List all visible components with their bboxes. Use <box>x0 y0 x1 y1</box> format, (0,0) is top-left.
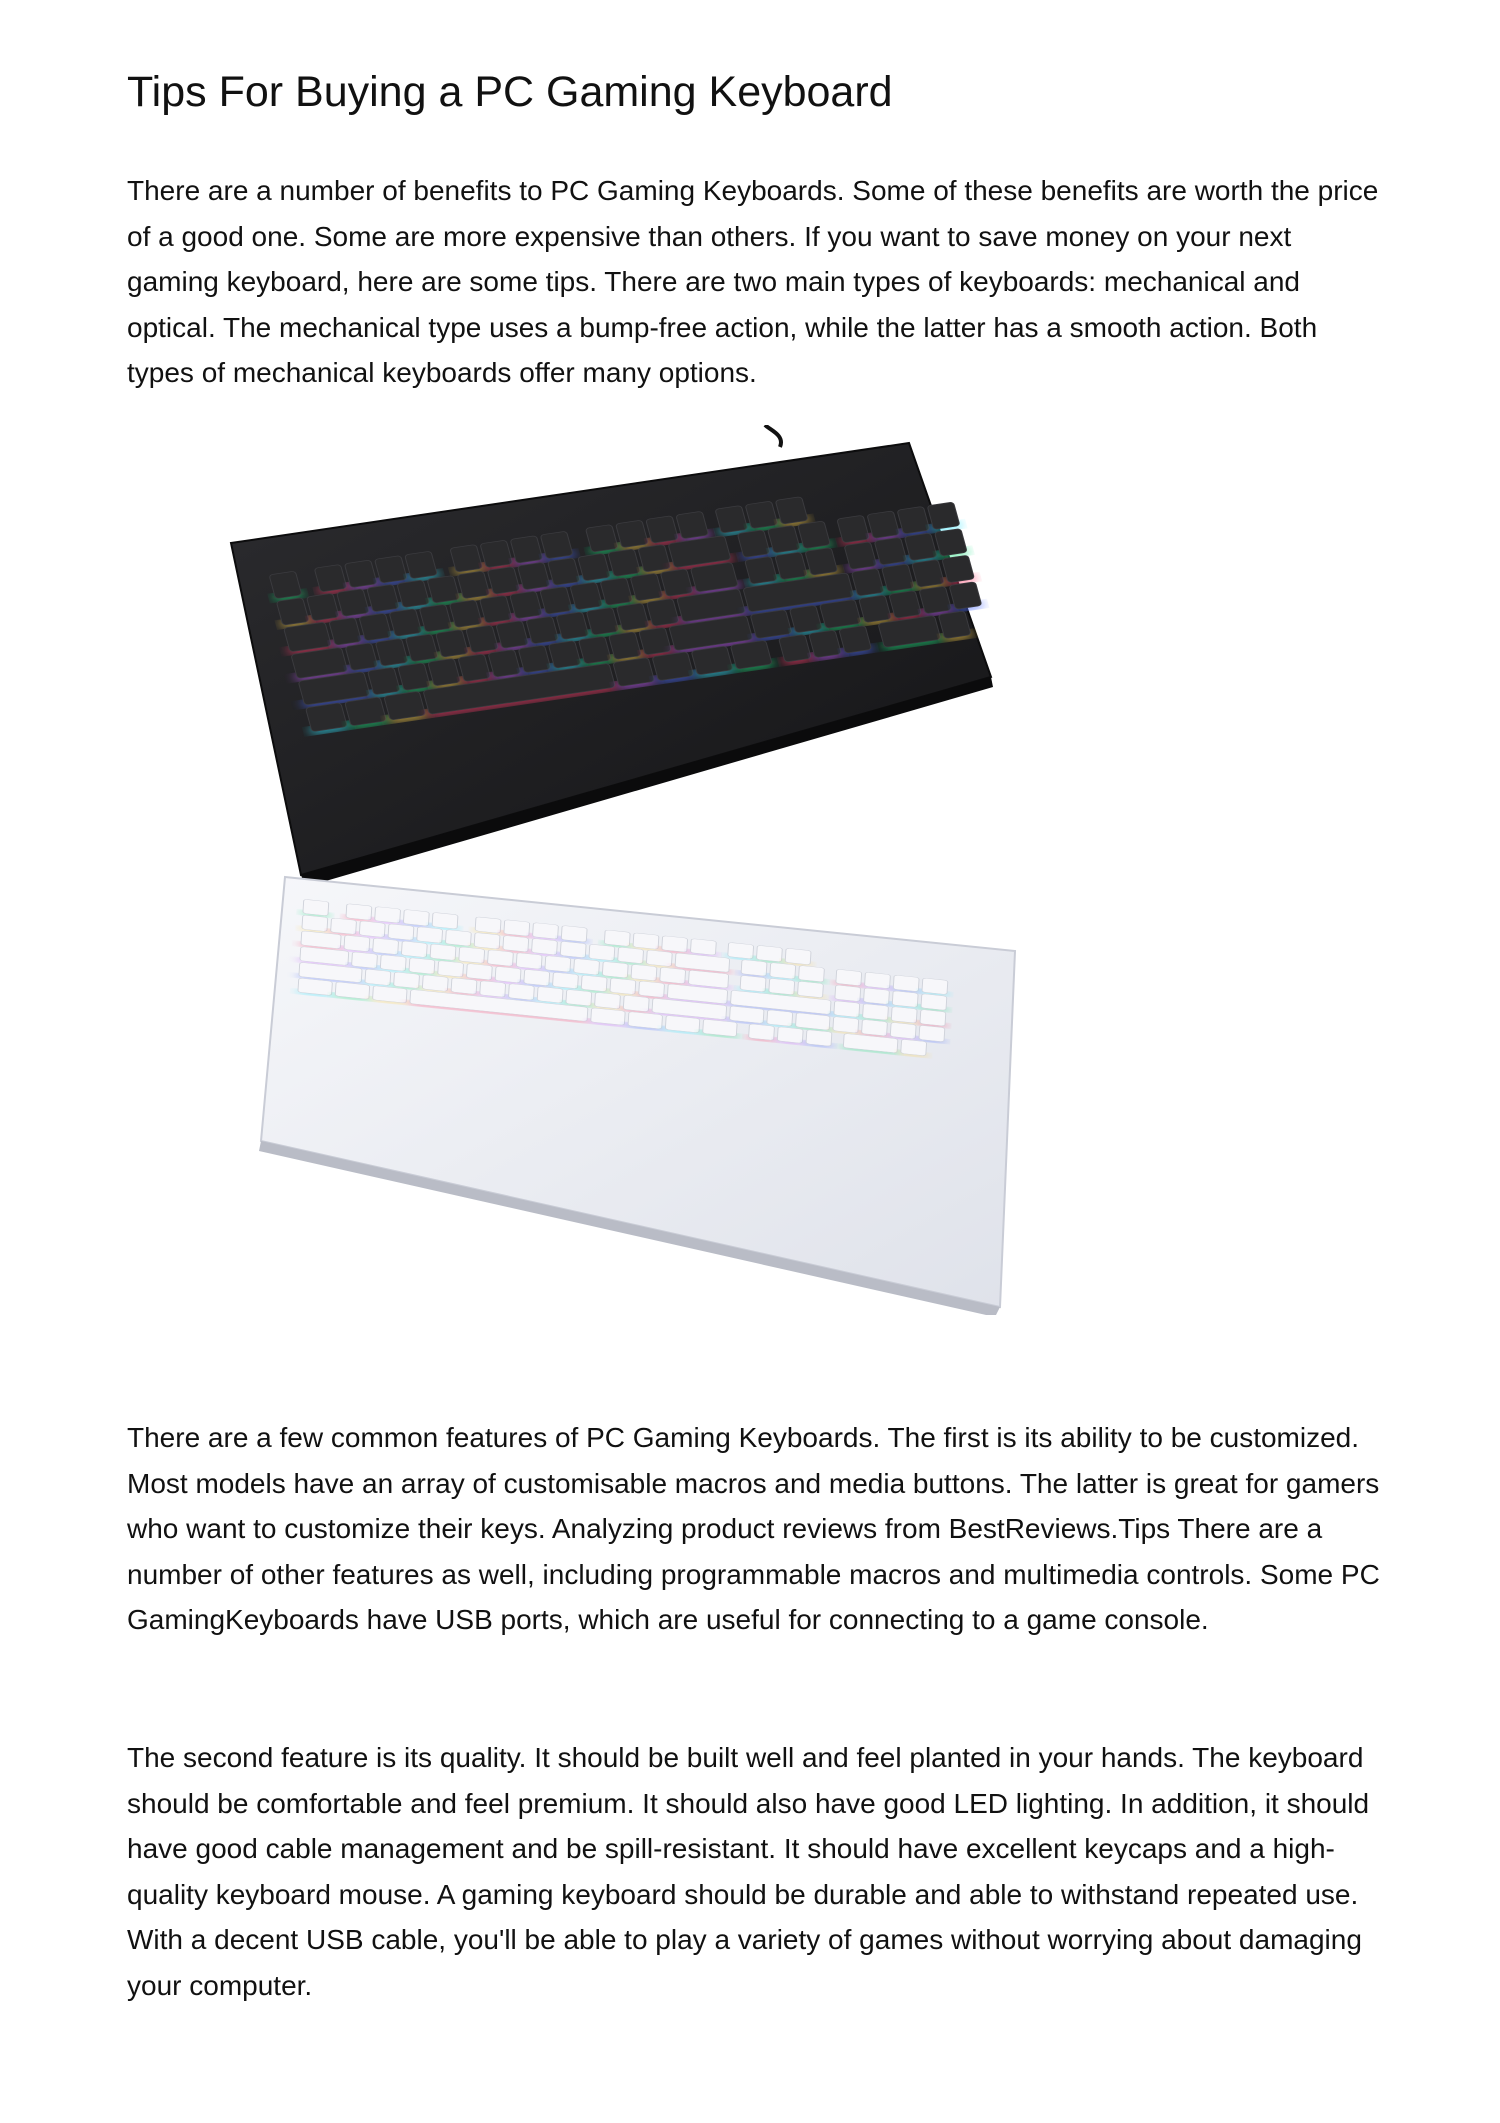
keycap <box>834 1001 860 1018</box>
keycap <box>302 915 328 932</box>
keycap <box>745 556 778 584</box>
keycap <box>479 595 512 623</box>
keycap <box>548 558 581 586</box>
keycap <box>574 958 600 975</box>
keycap <box>458 654 491 682</box>
keycap <box>345 643 378 671</box>
keycap <box>466 625 499 653</box>
keycap <box>394 972 420 989</box>
keycap <box>833 1016 859 1033</box>
keycap <box>384 691 426 720</box>
keycap <box>798 521 831 549</box>
keycap <box>556 612 589 640</box>
features-paragraph: There are a few common features of PC Gaming Keyboards. The first is its ability to be customized. Most models have an array of customisable macros and media buttons. The latter is great for gamers who want to customize their keys. Analyzing product reviews from BestReviews.Tips There are a number of other features as well, including programmable macros and multimedia controls. Some PC GamingKeyboards have USB ports, which are useful for connecting to a game console. <box>127 1422 1380 1635</box>
keycap <box>508 984 534 1001</box>
keycap <box>388 924 414 941</box>
keycap <box>540 587 573 615</box>
keycap <box>548 641 581 669</box>
keycap <box>367 584 400 612</box>
keycap <box>524 969 550 986</box>
keycap <box>457 571 490 599</box>
keycap <box>581 975 607 992</box>
keycap <box>480 981 506 998</box>
keycap <box>403 909 429 926</box>
keycap <box>901 1039 927 1056</box>
keycap <box>892 991 918 1008</box>
keycap <box>600 578 633 606</box>
keycap <box>874 537 907 565</box>
keycap <box>652 652 694 681</box>
keycap <box>660 569 693 597</box>
keycap <box>303 899 329 916</box>
keycap <box>890 1022 916 1039</box>
keycap <box>604 930 630 947</box>
white-keyboard <box>259 877 1015 1315</box>
keycap <box>305 703 347 732</box>
keycap <box>397 580 430 608</box>
keycap <box>756 945 782 962</box>
keycap <box>427 575 460 603</box>
keycap <box>389 609 422 637</box>
keycap <box>767 525 800 553</box>
keycap <box>728 942 754 959</box>
keycap <box>374 556 407 584</box>
keycap <box>609 632 642 660</box>
keycap <box>779 634 812 662</box>
keycap <box>365 969 391 986</box>
keycap <box>889 591 922 619</box>
keycap <box>566 989 592 1006</box>
keycap <box>450 544 483 572</box>
keycap <box>837 515 870 543</box>
keycap <box>737 530 770 558</box>
keycap <box>344 560 377 588</box>
keycap <box>618 947 644 964</box>
keycap <box>805 548 838 576</box>
keycap <box>867 511 900 539</box>
keycap <box>359 921 385 938</box>
keycap <box>920 1009 946 1026</box>
keycap <box>862 1019 888 1036</box>
keycap <box>613 658 655 687</box>
keycap <box>451 978 477 995</box>
keycap <box>715 505 748 533</box>
keycap <box>367 667 400 695</box>
keycap <box>631 964 657 981</box>
keycap <box>359 613 392 641</box>
keycap <box>806 1030 832 1047</box>
keycap <box>942 555 975 583</box>
keycap <box>749 1024 775 1041</box>
keycap <box>578 636 611 664</box>
keycap <box>616 603 649 631</box>
keycap <box>518 645 551 673</box>
keycap <box>799 965 825 982</box>
keycap <box>836 969 862 986</box>
keycap <box>934 529 967 557</box>
keycap <box>769 978 795 995</box>
keycap <box>789 605 822 633</box>
keycap <box>864 988 890 1005</box>
keycap <box>438 961 464 978</box>
keycap <box>798 981 824 998</box>
keycap <box>919 586 952 614</box>
keycap <box>949 582 982 610</box>
page-title: Tips For Buying a PC Gaming Keyboard <box>127 68 893 116</box>
keycap <box>927 502 960 530</box>
keycap <box>409 958 435 975</box>
keycap <box>616 520 649 548</box>
keycap <box>893 975 919 992</box>
keycap <box>449 600 482 628</box>
keycap <box>487 567 520 595</box>
keycap <box>401 941 427 958</box>
keycap <box>589 944 615 961</box>
keycap <box>432 912 458 929</box>
keycap <box>777 1027 803 1044</box>
keycap <box>662 936 688 953</box>
keycap <box>346 904 372 921</box>
keycap <box>517 562 550 590</box>
keycap <box>510 591 543 619</box>
keycap <box>532 938 558 955</box>
keycap <box>775 497 808 525</box>
keycap <box>586 607 619 635</box>
keycap <box>595 992 621 1009</box>
keycap <box>809 630 842 658</box>
keycap <box>561 925 587 942</box>
keycap <box>474 932 500 949</box>
intro-paragraph: There are a number of benefits to PC Gaming Keyboards. Some of these benefits are worth the price of a good one. Some are more expensive than others. If you want to save money on your next gaming keyboard, here are some tips. There are two main types of keyboards: mechanical and optical. The mechanical type uses a bump-free action, while the latter has a smooth action. Both types of mechanical keyboards offer many options. <box>127 175 1379 388</box>
keycap <box>459 947 485 964</box>
keycap <box>691 646 733 675</box>
black-keyboard <box>231 425 993 887</box>
keycap <box>638 544 671 572</box>
keycap <box>475 917 501 934</box>
keycap <box>891 1007 917 1024</box>
keycap <box>835 985 861 1002</box>
keycap <box>690 939 716 956</box>
keycap <box>570 582 603 610</box>
keycap <box>639 981 665 998</box>
keycap <box>445 930 471 947</box>
keycap <box>785 948 811 965</box>
keycap <box>897 506 930 534</box>
keycap <box>863 1004 889 1021</box>
keycap <box>375 907 401 924</box>
keycap <box>540 531 573 559</box>
keycap <box>276 598 309 626</box>
keycap <box>844 542 877 570</box>
keycap <box>537 986 563 1003</box>
keycap <box>623 995 649 1012</box>
keycap <box>922 978 948 995</box>
keycap <box>676 511 709 539</box>
keycap <box>269 571 302 599</box>
keycap <box>745 501 778 529</box>
keycap <box>526 616 559 644</box>
keycap <box>750 610 792 639</box>
keycap <box>921 994 947 1011</box>
keycap <box>417 927 443 944</box>
keycap <box>741 960 767 977</box>
keycap <box>767 1010 793 1027</box>
keycap <box>533 923 559 940</box>
keycap <box>851 568 884 596</box>
keycap <box>398 663 431 691</box>
keycap <box>578 553 611 581</box>
keycap <box>545 956 571 973</box>
keycap <box>770 963 796 980</box>
keycap <box>775 552 808 580</box>
keycap <box>630 573 663 601</box>
keycap <box>503 935 529 952</box>
keycap <box>660 967 686 984</box>
keycap <box>646 950 672 967</box>
keycap <box>865 972 891 989</box>
quality-paragraph: The second feature is its quality. It should be built well and feel planted in your hands. The keyboard should be comfortable and feel premium. It should also have good LED lighting. In addition, it should have good cable management and be spill-resistant. It should have excellent keycaps and a high-quality keyboard mouse. A gaming keyboard should be durable and able to withstand repeated use. With a decent USB cable, you'll be able to play a variety of games without worrying about damaging your computer. <box>127 1742 1370 2001</box>
keycap <box>740 975 766 992</box>
keycap <box>919 1025 945 1042</box>
keycap <box>419 604 452 632</box>
keycap <box>610 978 636 995</box>
keycap <box>430 944 456 961</box>
keycap <box>331 918 357 935</box>
keycap <box>487 950 513 967</box>
keycap <box>819 599 861 628</box>
keycap <box>405 634 438 662</box>
keycap <box>608 549 641 577</box>
keycap <box>859 595 892 623</box>
keycap <box>428 658 461 686</box>
keycap <box>329 618 362 646</box>
keycap <box>380 955 406 972</box>
keycap <box>510 536 543 564</box>
keycap <box>306 593 339 621</box>
keycap <box>488 650 521 678</box>
keycap <box>904 533 937 561</box>
keycap <box>314 564 347 592</box>
keycap <box>436 630 469 658</box>
keycap <box>345 697 387 726</box>
keycap <box>504 920 530 937</box>
keycap <box>480 540 513 568</box>
keycap <box>422 975 448 992</box>
keycap <box>912 560 945 588</box>
keycap <box>839 626 872 654</box>
keycap <box>352 952 378 969</box>
keycap <box>633 933 659 950</box>
keycap <box>881 564 914 592</box>
keycap <box>639 627 672 655</box>
keycap <box>496 621 529 649</box>
keycap <box>344 935 370 952</box>
keycap <box>553 972 579 989</box>
keycap <box>495 966 521 983</box>
keycap <box>516 953 542 970</box>
keycap <box>375 638 408 666</box>
keycap <box>560 941 586 958</box>
keycap <box>730 640 772 669</box>
keycap <box>646 516 679 544</box>
keycap <box>337 589 370 617</box>
keycap <box>585 525 618 553</box>
keyboard-product-image <box>225 425 1025 1315</box>
keycap <box>466 963 492 980</box>
keycap <box>938 611 971 639</box>
keycap <box>405 551 438 579</box>
keycap <box>646 599 679 627</box>
keycap <box>602 961 628 978</box>
keycap <box>373 938 399 955</box>
